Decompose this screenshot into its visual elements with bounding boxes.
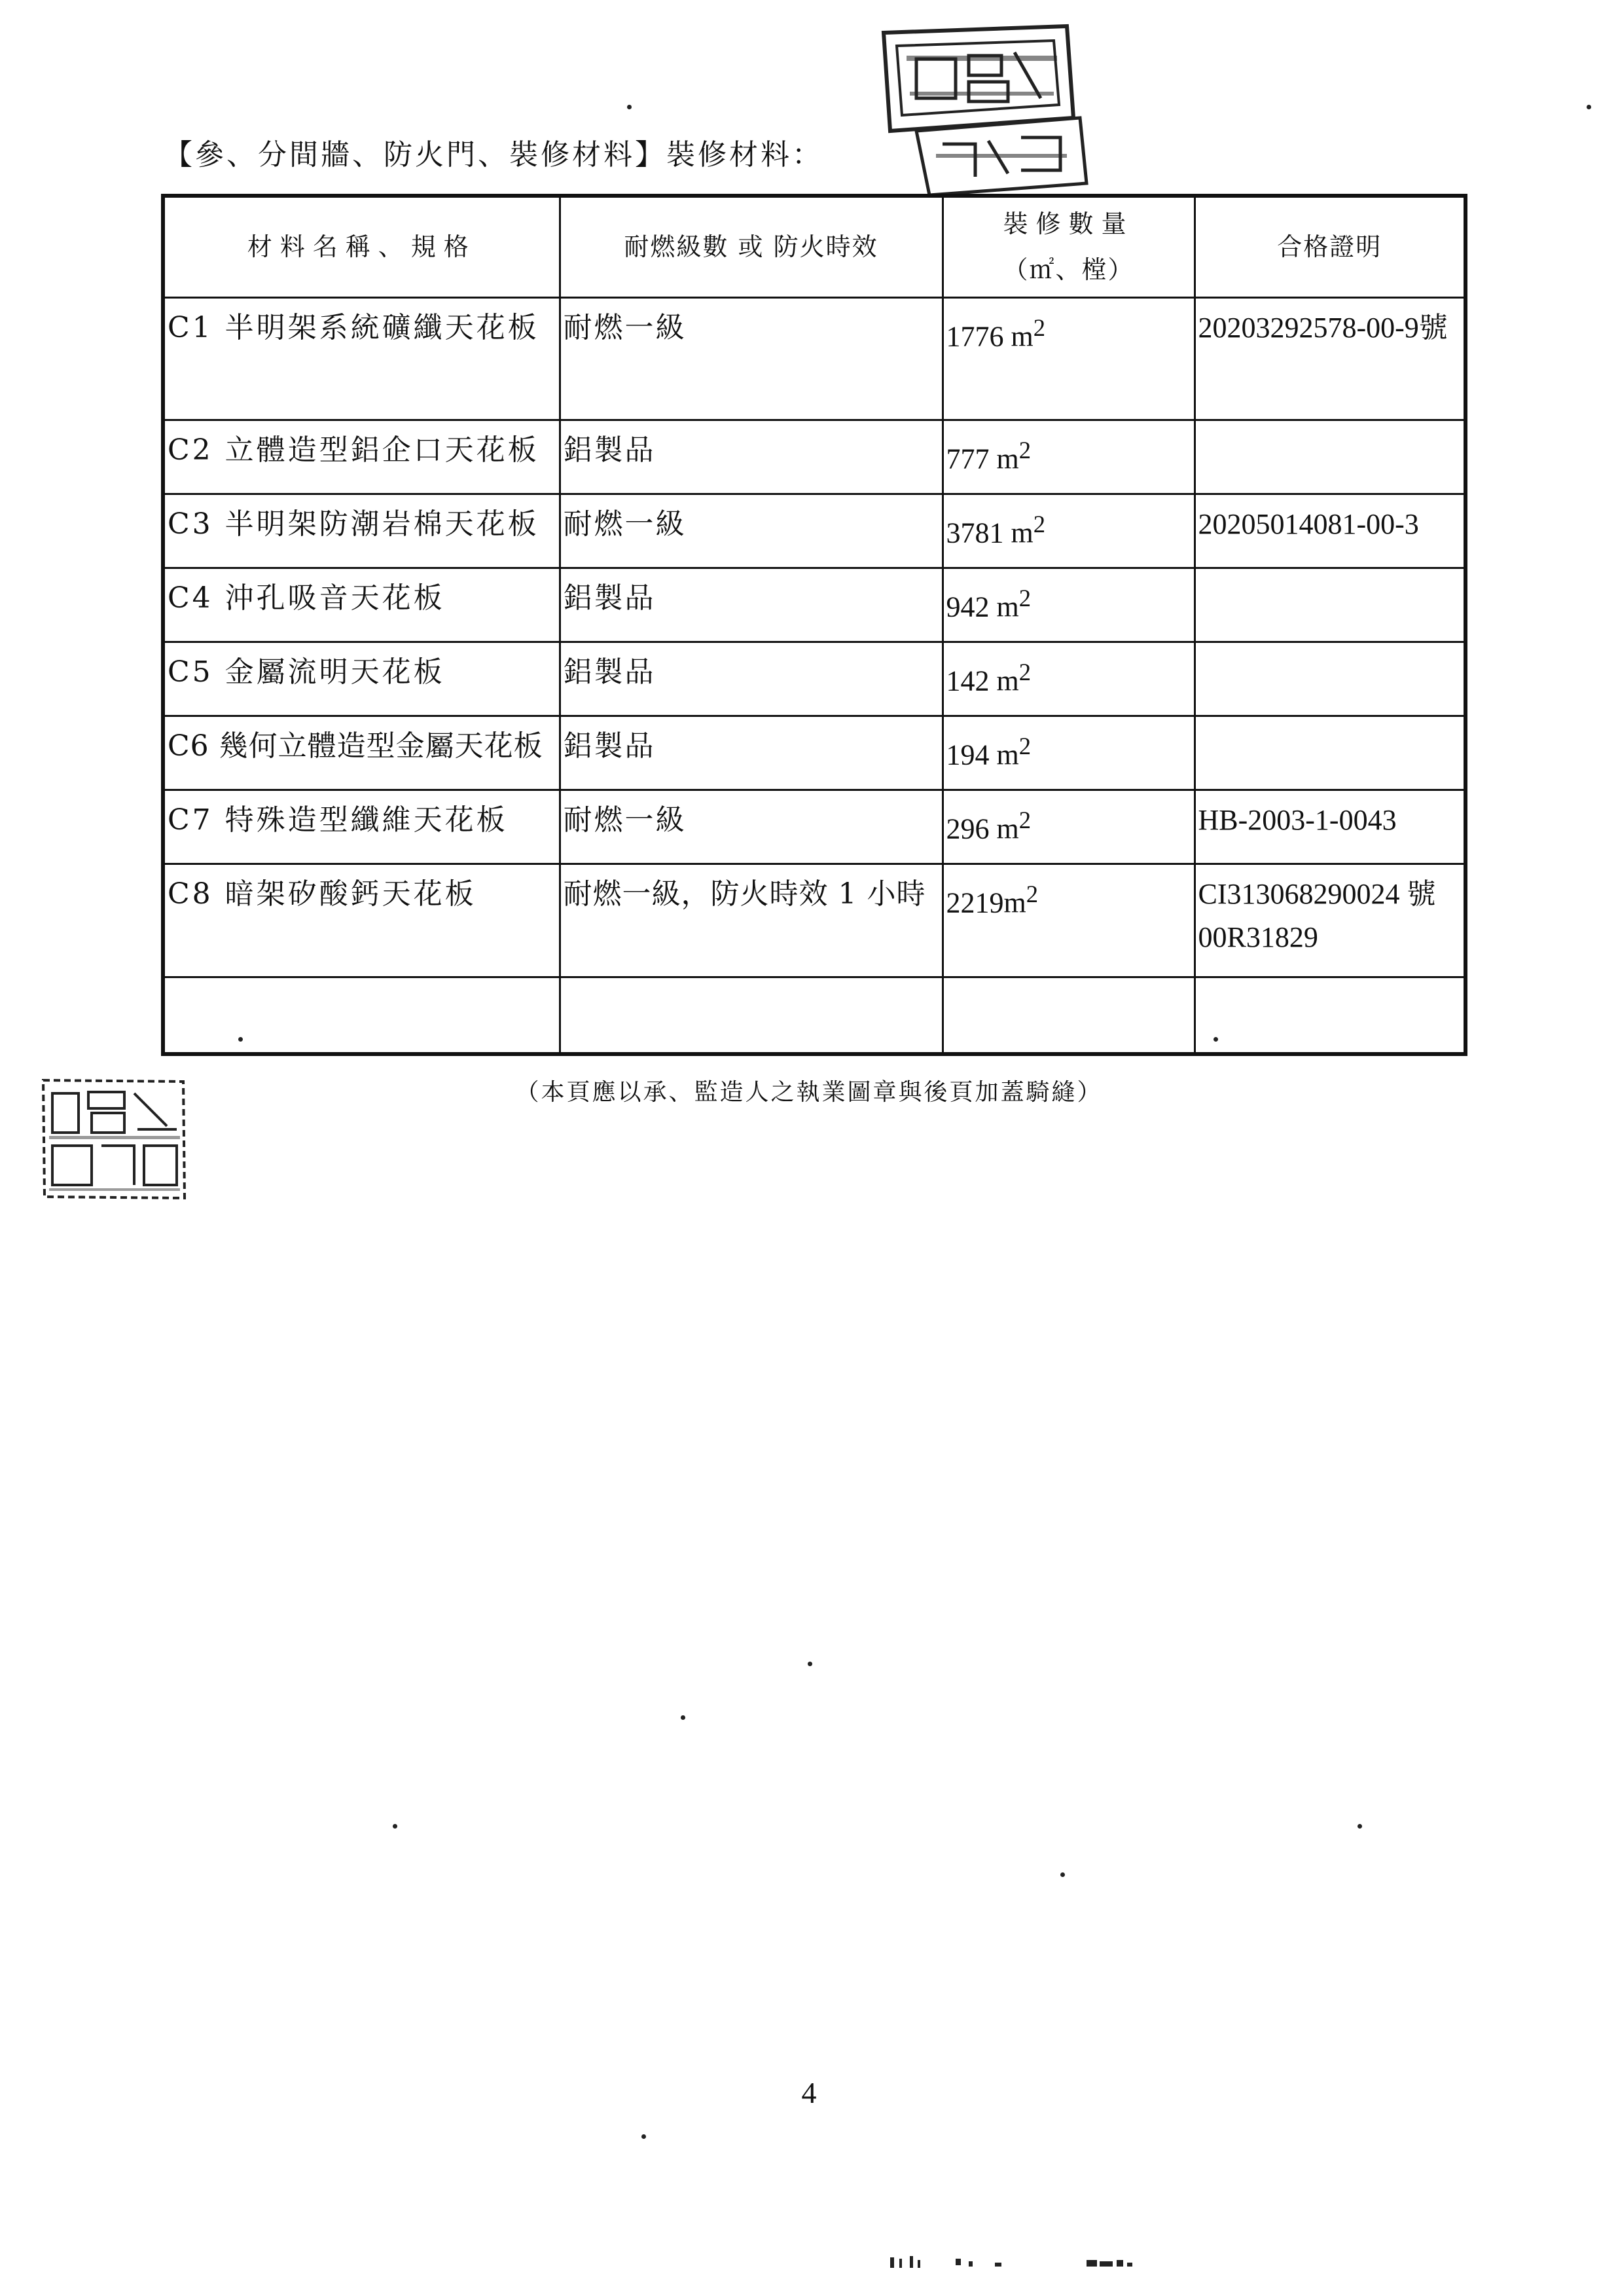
material-name-cell: C3 半明架防潮岩棉天花板	[163, 494, 560, 568]
header-quantity-line2: （㎡、樘）	[1003, 255, 1134, 285]
header-certificate: 合格證明	[1195, 196, 1465, 297]
fire-rating-cell: 鋁製品	[560, 716, 943, 790]
material-name-cell: C7 特殊造型纖維天花板	[163, 790, 560, 864]
scan-speck	[1357, 1824, 1362, 1829]
unit-superscript: 2	[1018, 806, 1032, 833]
unit-superscript: 2	[1018, 584, 1032, 611]
certificate-cell	[1195, 642, 1465, 716]
unit-superscript: 2	[1033, 510, 1046, 538]
table-row	[163, 494, 1465, 568]
footnote: （本頁應以承、監造人之執業圖章與後頁加蓋騎縫）	[515, 1079, 1103, 1106]
table-row	[163, 790, 1465, 864]
quantity-cell	[943, 642, 1195, 716]
scan-speck	[1587, 105, 1591, 109]
scan-artifact-bottom	[890, 2252, 1165, 2272]
unit-superscript: 2	[1018, 436, 1032, 464]
fire-rating-cell	[560, 977, 943, 1054]
unit-superscript: 2	[1033, 314, 1046, 341]
unit-superscript: 2	[1018, 732, 1032, 759]
table-header-row	[163, 196, 1465, 297]
certificate-cell: 20205014081-00-3	[1195, 494, 1465, 568]
table-row	[163, 642, 1465, 716]
quantity-cell	[943, 568, 1195, 642]
material-name-cell: C8 暗架矽酸鈣天花板	[163, 864, 560, 977]
scan-speck	[393, 1824, 397, 1829]
fire-rating-cell: 鋁製品	[560, 420, 943, 494]
quantity-value: 296 m	[946, 812, 1019, 845]
scan-speck	[238, 1037, 243, 1042]
section-heading: 【參、分間牆、防火門、裝修材料】裝修材料：	[164, 138, 823, 172]
fire-rating-cell: 鋁製品	[560, 568, 943, 642]
fire-rating-cell: 耐燃一級	[560, 297, 943, 420]
quantity-value: 2219m	[946, 886, 1026, 919]
material-name-cell: C6 幾何立體造型金屬天花板	[163, 716, 560, 790]
quantity-value: 1776 m	[946, 320, 1034, 353]
material-name-cell: C5 金屬流明天花板	[163, 642, 560, 716]
materials-table	[161, 194, 1467, 1056]
unit-superscript: 2	[1026, 880, 1039, 907]
certificate-cell	[1195, 568, 1465, 642]
fire-rating-cell: 耐燃一級	[560, 790, 943, 864]
header-material-name: 材料名稱、規格	[163, 196, 560, 297]
certificate-cell: 20203292578-00-9號	[1195, 297, 1465, 420]
scan-speck	[1214, 1037, 1218, 1042]
material-name-cell	[163, 977, 560, 1054]
quantity-value: 942 m	[946, 591, 1019, 623]
quantity-cell	[943, 864, 1195, 977]
fire-rating-cell: 鋁製品	[560, 642, 943, 716]
fire-rating-cell: 耐燃一級	[560, 494, 943, 568]
header-quantity-line1: 裝修數量	[1003, 210, 1134, 239]
certificate-cell	[1195, 716, 1465, 790]
material-name-cell: C2 立體造型鋁企口天花板	[163, 420, 560, 494]
table-row	[163, 864, 1465, 977]
quantity-cell	[943, 716, 1195, 790]
unit-superscript: 2	[1018, 658, 1032, 685]
table-row	[163, 568, 1465, 642]
header-fire-rating: 耐燃級數 或 防火時效	[560, 196, 943, 297]
material-name-cell: C4 沖孔吸音天花板	[163, 568, 560, 642]
scan-speck	[808, 1662, 812, 1666]
quantity-value: 194 m	[946, 738, 1019, 771]
table-row-empty	[163, 977, 1465, 1054]
quantity-cell	[943, 420, 1195, 494]
scan-speck	[641, 2134, 646, 2139]
seal-stamp-top	[871, 20, 1093, 196]
quantity-value: 3781 m	[946, 517, 1034, 549]
quantity-value: 142 m	[946, 665, 1019, 697]
certificate-cell	[1195, 420, 1465, 494]
scan-speck	[627, 105, 632, 109]
table-row	[163, 716, 1465, 790]
header-quantity	[943, 196, 1195, 297]
fire-rating-cell: 耐燃一級，防火時效 1 小時	[560, 864, 943, 977]
quantity-cell	[943, 977, 1195, 1054]
table-row	[163, 420, 1465, 494]
quantity-value: 777 m	[946, 443, 1019, 475]
quantity-cell	[943, 494, 1195, 568]
certificate-cell: HB-2003-1-0043	[1195, 790, 1465, 864]
scan-speck	[681, 1715, 685, 1720]
certificate-cell	[1195, 977, 1465, 1054]
scan-speck	[1060, 1872, 1065, 1877]
quantity-cell	[943, 790, 1195, 864]
page-number: 4	[801, 2076, 817, 2109]
certificate-cell: CI313068290024 號 00R31829	[1195, 864, 1465, 977]
table-row	[163, 297, 1465, 420]
quantity-cell	[943, 297, 1195, 420]
material-name-cell: C1 半明架系統礦纖天花板	[163, 297, 560, 420]
